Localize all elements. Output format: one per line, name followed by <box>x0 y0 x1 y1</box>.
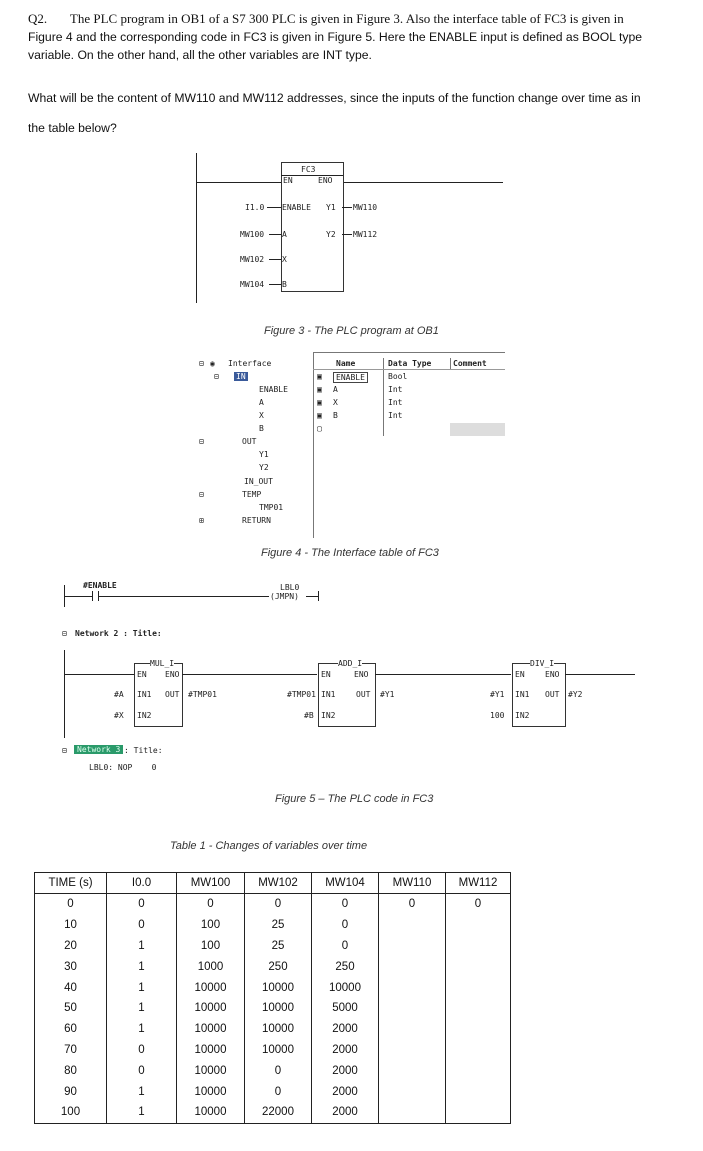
fc3-eno: ENO <box>318 176 333 185</box>
table-cell <box>446 936 511 957</box>
fc3-in-addr-2: MW102 <box>240 255 265 264</box>
fc3-in-pin-2: X <box>282 255 287 264</box>
table-cell: 0 <box>312 915 379 936</box>
table-row <box>35 1102 511 1123</box>
tree-b: B <box>259 424 264 433</box>
var-icon: ▣ <box>317 372 322 381</box>
question-line-2: Figure 4 and the corresponding code in FC3 is given in Figure 5. Here the ENABLE input is defined as BOOL type <box>28 30 643 44</box>
iface-row-type-3: Int <box>388 411 403 420</box>
fc3-out-pin-1: Y2 <box>326 230 336 239</box>
table-cell: 1 <box>107 956 177 977</box>
fc3-out-pin-0: Y1 <box>326 203 336 212</box>
mul-in1-pin: IN1 <box>137 690 152 699</box>
table-row <box>35 977 511 998</box>
table-cell <box>379 998 446 1019</box>
table-row <box>35 956 511 977</box>
tree-out: OUT <box>242 437 257 446</box>
table-cell: 10000 <box>245 1040 312 1061</box>
table-cell: 100 <box>35 1102 107 1123</box>
header-mw100: MW100 <box>177 873 245 894</box>
collapse-icon: ⊟ <box>62 746 67 755</box>
net1-coil: (JMPN) <box>270 592 299 601</box>
net1-coil-text: JMPN <box>274 592 295 601</box>
tree-y1: Y1 <box>259 450 269 459</box>
table-cell: 10000 <box>177 1019 245 1040</box>
table-cell: 50 <box>35 998 107 1019</box>
table-cell <box>446 1060 511 1081</box>
header-time: TIME (s) <box>35 873 107 894</box>
table-cell: 1000 <box>177 956 245 977</box>
div-in2-pin: IN2 <box>515 711 530 720</box>
div-in1-var: #Y1 <box>490 690 505 699</box>
table-cell: 2000 <box>312 1019 379 1040</box>
table-cell: 1 <box>107 998 177 1019</box>
question-number: Q2. <box>28 11 48 26</box>
fc3-in-pin-3: B <box>282 280 287 289</box>
table-cell: 10000 <box>177 1081 245 1102</box>
div-in1-pin: IN1 <box>515 690 530 699</box>
expand-icon: ⊞ <box>199 516 204 525</box>
table-cell: 2000 <box>312 1060 379 1081</box>
table-cell: 22000 <box>245 1102 312 1123</box>
net3-code: LBL0: NOP 0 <box>89 763 157 772</box>
add-in2-pin: IN2 <box>321 711 336 720</box>
table-cell: 10000 <box>177 1102 245 1123</box>
collapse-icon: ⊟ <box>199 437 204 446</box>
interface-icon: ◉ <box>210 359 215 368</box>
fc3-in-addr-3: MW104 <box>240 280 265 289</box>
add-out-var: #Y1 <box>380 690 395 699</box>
tree-a: A <box>259 398 264 407</box>
table-cell: 10000 <box>312 977 379 998</box>
table-cell: 0 <box>446 894 511 915</box>
table-cell: 1 <box>107 1019 177 1040</box>
question-line-3: variable. On the other hand, all the other variables are INT type. <box>28 48 372 62</box>
table-cell <box>379 1040 446 1061</box>
table-row <box>35 1081 511 1102</box>
fc3-in-pin-1: A <box>282 230 287 239</box>
var-icon: ▣ <box>317 385 322 394</box>
mul-out-var: #TMP01 <box>188 690 217 699</box>
iface-row-type-1: Int <box>388 385 403 394</box>
table-cell: 5000 <box>312 998 379 1019</box>
table-cell <box>446 1102 511 1123</box>
tree-temp: TEMP <box>242 490 262 499</box>
mul-en: EN <box>137 670 147 679</box>
iface-row-name-1: A <box>333 385 338 394</box>
add-in1-pin: IN1 <box>321 690 336 699</box>
iface-row-name-3: B <box>333 411 338 420</box>
table-cell: 2000 <box>312 1102 379 1123</box>
table-cell: 1 <box>107 936 177 957</box>
iface-row-name-2: X <box>333 398 338 407</box>
table-cell <box>379 915 446 936</box>
figure-4-caption: Figure 4 - The Interface table of FC3 <box>261 547 439 559</box>
tree-x: X <box>259 411 264 420</box>
table-cell: 10000 <box>245 998 312 1019</box>
table-row <box>35 894 511 915</box>
add-name: ADD_I <box>338 659 363 668</box>
table-cell: 25 <box>245 936 312 957</box>
table-cell: 10000 <box>177 1040 245 1061</box>
table-cell <box>446 1019 511 1040</box>
table-cell: 250 <box>312 956 379 977</box>
tree-return: RETURN <box>242 516 271 525</box>
add-out-pin: OUT <box>356 690 371 699</box>
var-icon: ▣ <box>317 411 322 420</box>
table-cell: 70 <box>35 1040 107 1061</box>
question-line-1: The PLC program in OB1 of a S7 300 PLC is given in Figure 3. Also the interface table of FC3 is given in <box>69 11 624 26</box>
var-icon: ▢ <box>317 424 322 433</box>
div-eno: ENO <box>545 670 560 679</box>
net1-contact-label: #ENABLE <box>83 581 117 590</box>
table-cell: 0 <box>245 1081 312 1102</box>
net3-title: : Title: <box>124 746 163 755</box>
figure-3-caption: Figure 3 - The PLC program at OB1 <box>264 325 439 337</box>
fc3-in-pin-0: ENABLE <box>282 203 311 212</box>
add-en: EN <box>321 670 331 679</box>
mul-out-pin: OUT <box>165 690 180 699</box>
add-eno: ENO <box>354 670 369 679</box>
table-cell: 0 <box>35 894 107 915</box>
table-row <box>35 915 511 936</box>
table-cell <box>379 956 446 977</box>
table-cell: 0 <box>312 894 379 915</box>
tree-y2: Y2 <box>259 463 269 472</box>
iface-header-name: Name <box>336 359 356 368</box>
fc3-name: FC3 <box>301 165 316 174</box>
table-cell <box>379 936 446 957</box>
table-row <box>35 936 511 957</box>
question-text <box>28 10 678 64</box>
collapse-icon: ⊟ <box>199 359 204 368</box>
table-row <box>35 1019 511 1040</box>
question-ask-2: the table below? <box>28 121 117 136</box>
table-cell: 20 <box>35 936 107 957</box>
tree-interface: Interface <box>228 359 272 368</box>
net2-title: Network 2 : Title: <box>75 629 162 638</box>
div-en: EN <box>515 670 525 679</box>
table-cell: 0 <box>245 894 312 915</box>
table-cell: 60 <box>35 1019 107 1040</box>
div-in2-var: 100 <box>490 711 505 720</box>
table-cell: 0 <box>379 894 446 915</box>
table-cell <box>446 915 511 936</box>
div-name: DIV_I <box>530 659 555 668</box>
figure-5-caption: Figure 5 – The PLC code in FC3 <box>275 793 434 805</box>
header-mw112: MW112 <box>446 873 511 894</box>
mul-in1-var: #A <box>114 690 124 699</box>
table-cell: 100 <box>177 915 245 936</box>
table-cell: 10000 <box>245 977 312 998</box>
iface-row-type-2: Int <box>388 398 403 407</box>
iface-row-type-0: Bool <box>388 372 408 381</box>
iface-header-type: Data Type <box>388 359 432 368</box>
table-cell: 0 <box>312 936 379 957</box>
table-cell: 100 <box>177 936 245 957</box>
fc3-out-addr-1: MW112 <box>353 230 378 239</box>
div-out-pin: OUT <box>545 690 560 699</box>
table-cell <box>379 1019 446 1040</box>
table-cell <box>446 1040 511 1061</box>
tree-in: IN <box>236 372 246 381</box>
table-cell: 0 <box>107 915 177 936</box>
fc3-out-addr-0: MW110 <box>353 203 378 212</box>
table-cell: 250 <box>245 956 312 977</box>
iface-row-name-0: ENABLE <box>333 372 368 383</box>
mul-in2-var: #X <box>114 711 124 720</box>
table-row <box>35 1060 511 1081</box>
header-mw110: MW110 <box>379 873 446 894</box>
table-row <box>35 1040 511 1061</box>
table-cell: 10 <box>35 915 107 936</box>
table-cell: 10000 <box>177 998 245 1019</box>
table-cell <box>446 1081 511 1102</box>
var-icon: ▣ <box>317 398 322 407</box>
table-row <box>35 998 511 1019</box>
header-mw104: MW104 <box>312 873 379 894</box>
table-cell: 0 <box>107 1040 177 1061</box>
tree-in-out: IN_OUT <box>244 477 273 486</box>
tree-tmp01: TMP01 <box>259 503 284 512</box>
question-ask <box>28 77 678 150</box>
div-out-var: #Y2 <box>568 690 583 699</box>
table-cell: 30 <box>35 956 107 977</box>
net3-label: Network 3 <box>74 745 123 754</box>
mul-in2-pin: IN2 <box>137 711 152 720</box>
table-cell <box>379 1102 446 1123</box>
table-cell <box>446 977 511 998</box>
variables-table <box>34 872 511 1124</box>
header-mw102: MW102 <box>245 873 312 894</box>
table-cell: 10000 <box>245 1019 312 1040</box>
table-cell: 2000 <box>312 1081 379 1102</box>
table-cell: 1 <box>107 1081 177 1102</box>
table-cell: 25 <box>245 915 312 936</box>
table-cell: 0 <box>107 1060 177 1081</box>
table-cell: 10000 <box>177 977 245 998</box>
table-cell: 0 <box>177 894 245 915</box>
collapse-icon: ⊟ <box>214 372 219 381</box>
net1-coil-label: LBL0 <box>280 583 300 592</box>
table-cell <box>379 977 446 998</box>
add-in1-var: #TMP01 <box>287 690 316 699</box>
iface-header-comment: Comment <box>453 359 487 368</box>
fc3-en: EN <box>283 176 293 185</box>
table-cell: 0 <box>107 894 177 915</box>
table-cell: 40 <box>35 977 107 998</box>
table-cell <box>446 956 511 977</box>
table-cell: 2000 <box>312 1040 379 1061</box>
fc3-in-addr-0: I1.0 <box>245 203 265 212</box>
collapse-icon: ⊟ <box>199 490 204 499</box>
table-cell: 80 <box>35 1060 107 1081</box>
collapse-icon: ⊟ <box>62 629 67 638</box>
table-cell: 1 <box>107 1102 177 1123</box>
question-ask-1: What will be the content of MW110 and MW112 addresses, since the inputs of the function change over time as in <box>28 91 641 106</box>
table-cell: 0 <box>245 1060 312 1081</box>
table-cell <box>379 1081 446 1102</box>
mul-name: MUL_I <box>150 659 175 668</box>
table-cell <box>379 1060 446 1081</box>
table-cell: 1 <box>107 977 177 998</box>
table-1-caption: Table 1 - Changes of variables over time <box>170 840 368 852</box>
header-i00: I0.0 <box>107 873 177 894</box>
tree-enable: ENABLE <box>259 385 288 394</box>
table-header-row <box>35 873 511 894</box>
table-cell: 10000 <box>177 1060 245 1081</box>
add-in2-var: #B <box>304 711 314 720</box>
table-cell: 90 <box>35 1081 107 1102</box>
table-cell <box>446 998 511 1019</box>
mul-eno: ENO <box>165 670 180 679</box>
fc3-in-addr-1: MW100 <box>240 230 265 239</box>
